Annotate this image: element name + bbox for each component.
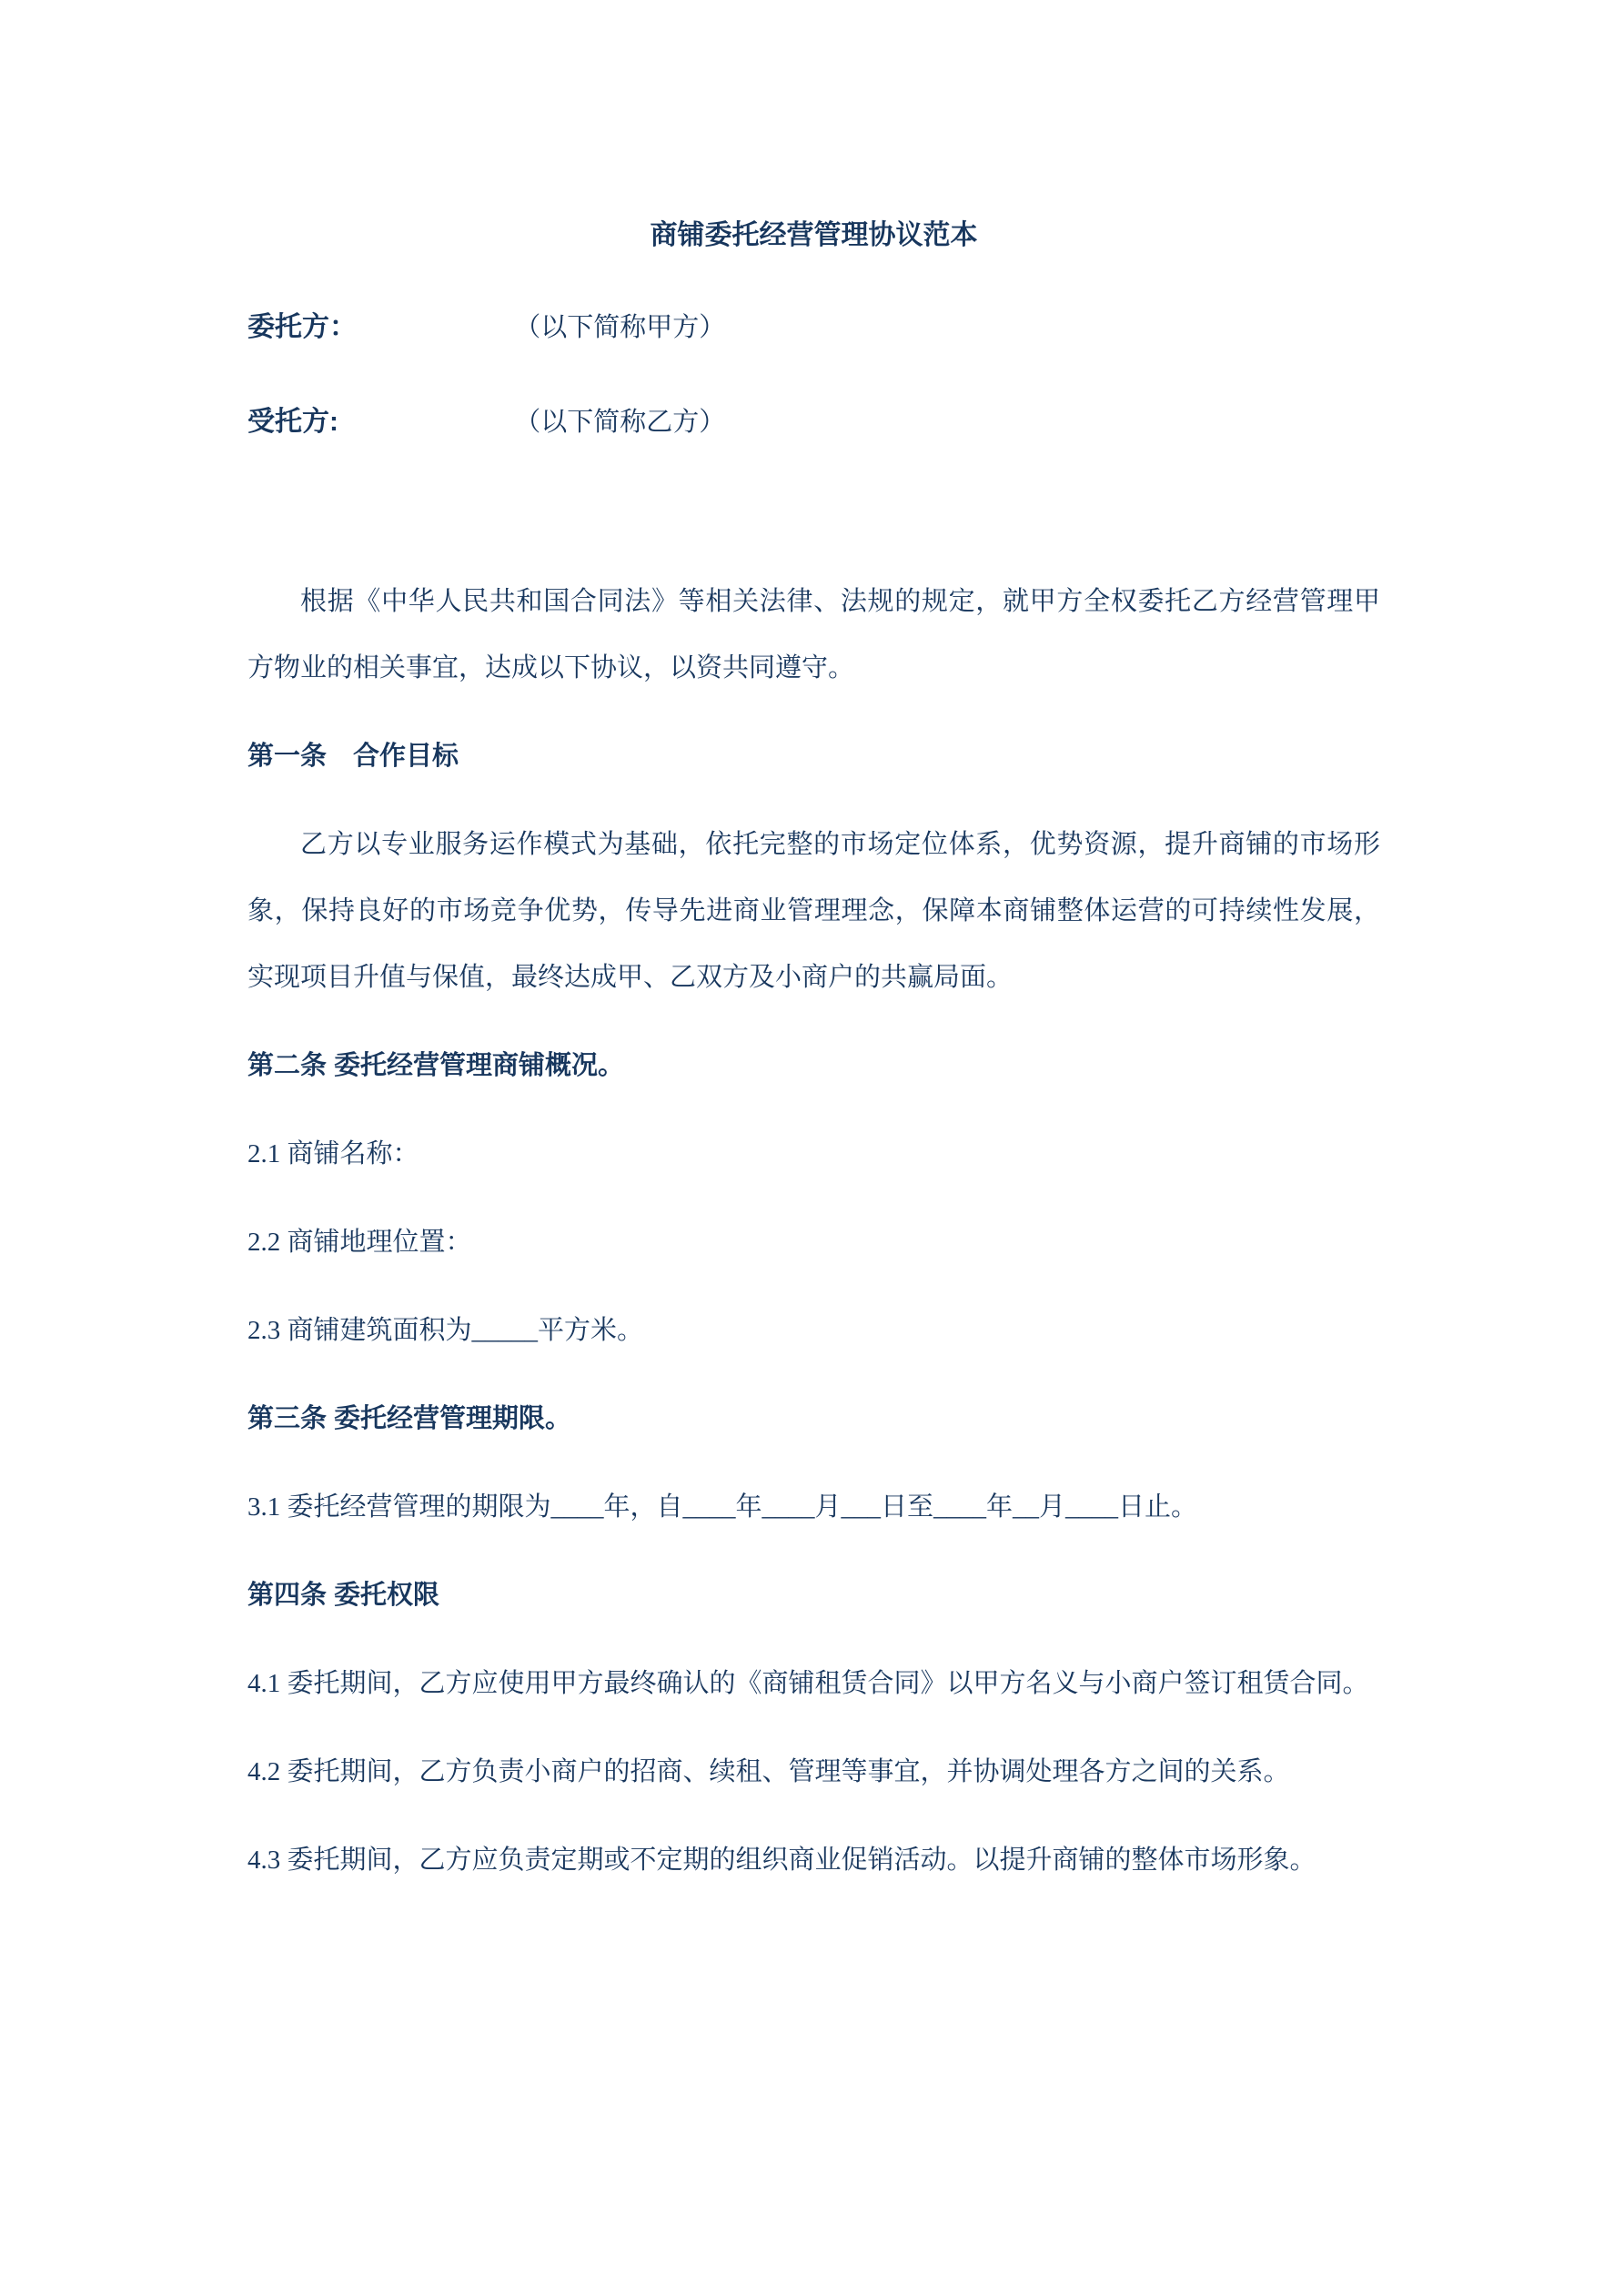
section-4-item-2: 4.2 委托期间，乙方负责小商户的招商、续租、管理等事宜，并协调处理各方之间的关系。 — [247, 1757, 1290, 1786]
section-3-heading: 第三条 委托经营管理期限。 — [247, 1404, 572, 1433]
party-label-principal: 委托方： — [247, 312, 357, 342]
party-note-principal: （以下简称甲方） — [514, 313, 726, 342]
section-1-heading: 第一条 合作目标 — [247, 742, 459, 771]
document-title: 商铺委托经营管理协议范本 — [650, 220, 978, 250]
section-2-heading: 第二条 委托经营管理商铺概况。 — [247, 1051, 625, 1080]
section-2-item-1: 2.1 商铺名称： — [247, 1139, 419, 1168]
intro-paragraph: 根据《中华人民共和国合同法》等相关法律、法规的规定，就甲方全权委托乙方经营管理甲方物业的相关事宜，达成以下协议，以资共同遵守。 — [247, 587, 1380, 683]
section-4-item-3: 4.3 委托期间，乙方应负责定期或不定期的组织商业促销活动。以提升商铺的整体市场形象。 — [247, 1846, 1316, 1875]
section-4-heading: 第四条 委托权限 — [247, 1581, 440, 1610]
party-label-trustee: 受托方: — [247, 407, 338, 437]
section-2-item-3: 2.3 商铺建筑面积为_____平方米。 — [247, 1316, 644, 1345]
party-row-trustee — [247, 389, 1380, 456]
party-note-trustee: （以下简称乙方） — [514, 408, 726, 437]
section-1-paragraph: 乙方以专业服务运作模式为基础，依托完整的市场定位体系，优势资源，提升商铺的市场形象，保持良好的市场竞争优势，传导先进商业管理理念，保障本商铺整体运营的可持续性发展，实现项目升值与保值，最终达成甲、乙双方及小商户的共赢局面。 — [247, 830, 1380, 992]
section-2-item-2: 2.2 商铺地理位置： — [247, 1228, 472, 1257]
party-row-principal — [247, 294, 1380, 361]
section-4-item-1: 4.1 委托期间，乙方应使用甲方最终确认的《商铺租赁合同》以甲方名义与小商户签订租赁合同。 — [247, 1669, 1369, 1698]
section-3-item-1: 3.1 委托经营管理的期限为____年，自____年____月___日至____年__月____日止。 — [247, 1492, 1198, 1522]
